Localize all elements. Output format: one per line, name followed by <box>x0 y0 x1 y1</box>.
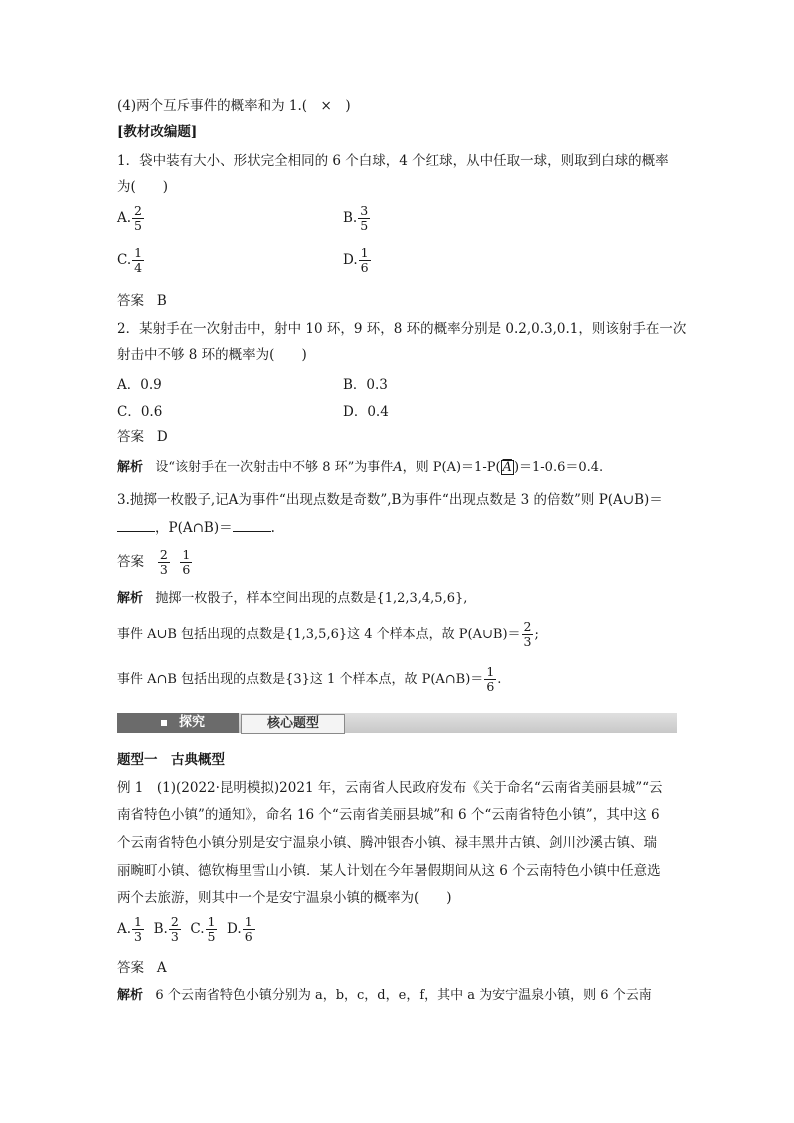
answer-blank <box>233 518 271 532</box>
analysis-text: )＝1-0.6＝0.4. <box>513 460 604 475</box>
numerator: 1 <box>182 547 191 562</box>
option-fraction <box>359 246 371 275</box>
q3-analysis-line1 <box>117 590 467 608</box>
answer-fraction <box>180 548 192 577</box>
numerator: 1 <box>207 914 216 929</box>
banner-tag-label: 探究 <box>179 715 206 730</box>
type1-heading: 题型一 古典概型 <box>117 752 225 768</box>
numerator: 2 <box>159 547 168 562</box>
q2-option-a <box>117 373 162 393</box>
q3-stem-line2 <box>117 518 275 537</box>
answer-label: 答案 <box>117 960 144 976</box>
q3-analysis-line2 <box>117 620 539 649</box>
analysis-text: ; <box>534 627 539 642</box>
option-fraction <box>358 204 370 233</box>
option-label: C. <box>190 921 205 937</box>
option-fraction <box>132 915 144 944</box>
event-variable: A <box>393 460 403 475</box>
denominator: 3 <box>170 929 179 944</box>
denominator: 6 <box>182 562 191 577</box>
judge-item-4: (4)两个互斥事件的概率和为 1.( × ) <box>117 98 351 114</box>
ex1-analysis <box>117 987 652 1005</box>
q2-stem-line1: 2．某射手在一次射击中，射中 10 环，9 环，8 环的概率分别是 0.2,0.3,0.1，则该射手在一次 <box>117 321 687 337</box>
numerator: 1 <box>244 914 253 929</box>
numerator: 2 <box>523 619 532 634</box>
q1-option-c <box>117 246 145 275</box>
analysis-label: 解析 <box>117 988 144 1003</box>
numerator: 2 <box>134 203 142 218</box>
option-value: 0.9 <box>140 377 162 393</box>
option-value: 0.6 <box>140 404 163 420</box>
analysis-label: 解析 <box>117 460 144 475</box>
option-fraction <box>206 915 218 944</box>
answer-label: 答案 <box>117 293 144 309</box>
analysis-text: . <box>497 672 502 687</box>
q3-stem-part: B为事件“出现点数是 3 的倍数”则 P(A∪B)＝ <box>391 492 663 508</box>
q2-stem-line2: 射击中不够 8 环的概率为( ) <box>117 347 307 363</box>
answer-label: 答案 <box>117 429 144 445</box>
denominator: 3 <box>159 562 168 577</box>
denominator: 5 <box>207 929 216 944</box>
option-label: C． <box>117 404 141 420</box>
numerator: 3 <box>360 203 369 218</box>
option-value: 0.4 <box>367 404 389 420</box>
numerator: 2 <box>170 914 179 929</box>
ex1-answer <box>117 959 167 977</box>
analysis-text: 事件 A∩B 包括出现的点数是{3}这 1 个样本点，故 P(A∩B)＝ <box>117 672 484 687</box>
numerator: 1 <box>360 245 369 260</box>
ex1-options <box>117 915 256 944</box>
banner-tag-core: 核心题型 <box>241 714 345 734</box>
answer-value: A <box>156 960 167 976</box>
option-label: A. <box>117 210 132 226</box>
option-label: A. <box>117 921 132 937</box>
option-fraction <box>169 915 181 944</box>
denominator: 3 <box>523 634 532 649</box>
option-label: A． <box>117 377 141 393</box>
q1-option-a <box>117 204 145 233</box>
banner-tag-explore <box>117 713 239 733</box>
result-fraction <box>484 665 496 694</box>
denominator: 5 <box>360 218 369 233</box>
analysis-text: ，则 P(A)＝1-P( <box>402 460 501 475</box>
denominator: 5 <box>134 218 142 233</box>
denominator: 3 <box>134 929 142 944</box>
q2-answer <box>117 428 168 446</box>
answer-fraction <box>158 548 170 577</box>
q3-stem-part: ，P(A∩B)＝ <box>155 520 233 536</box>
q2-analysis <box>117 459 603 477</box>
q1-stem-line2: 为( ) <box>117 179 169 195</box>
analysis-text: 抛掷一枚骰子，样本空间出现的点数是{1,2,3,4,5,6}, <box>155 591 468 606</box>
option-fraction <box>132 246 144 275</box>
q1-option-b <box>343 204 371 233</box>
q3-analysis-line3 <box>117 665 501 694</box>
q3-stem-part: 3.抛掷一枚骰子,记 <box>117 492 229 508</box>
section-banner <box>117 713 677 733</box>
q1-stem-line1: 1．袋中装有大小、形状完全相同的 6 个白球，4 个红球，从中任取一球，则取到白球的概率 <box>117 153 669 169</box>
ex1-line3: 个云南省特色小镇分别是安宁温泉小镇、腾冲银杏小镇、禄丰黑井古镇、剑川沙溪古镇、瑞 <box>117 835 657 851</box>
section-label: [教材改编题] <box>117 124 198 140</box>
q3-stem-part: . <box>270 520 275 536</box>
denominator: 4 <box>134 260 143 275</box>
option-fraction <box>132 204 144 233</box>
denominator: 6 <box>244 929 253 944</box>
analysis-text: 设“该射手在一次射击中不够 8 环”为事件 <box>155 460 394 475</box>
ex1-line5: 两个去旅游，则其中一个是安宁温泉小镇的概率为( ) <box>117 890 452 906</box>
analysis-text: 6 个云南省特色小镇分别为 a，b，c，d，e，f，其中 a 为安宁温泉小镇，则 6 个云南 <box>155 988 652 1003</box>
option-label: B． <box>343 377 367 393</box>
result-fraction <box>522 620 534 649</box>
option-label: B. <box>153 921 168 937</box>
q2-option-c <box>117 400 162 420</box>
ex1-line2: 南省特色小镇”的通知》，命名 16 个“云南省美丽县城”和 6 个“云南省特色小镇”，其中这 6 <box>117 807 660 823</box>
option-fraction <box>243 915 255 944</box>
numerator: 1 <box>134 914 142 929</box>
analysis-text: 事件 A∪B 包括出现的点数是{1,3,5,6}这 4 个样本点，故 P(A∪B)＝ <box>117 627 521 642</box>
q2-option-d <box>343 400 389 420</box>
numerator: 1 <box>486 664 495 679</box>
option-label: D. <box>227 921 242 937</box>
q3-stem-part: A为事件“出现点数是奇数”, <box>228 492 392 508</box>
option-value: 0.3 <box>366 377 388 393</box>
answer-label: 答案 <box>117 554 144 570</box>
answer-value: D <box>156 429 168 445</box>
q3-answer <box>117 548 193 577</box>
denominator: 6 <box>360 260 369 275</box>
ex1-line4: 丽畹町小镇、德钦梅里雪山小镇．某人计划在今年暑假期间从这 6 个云南特色小镇中任意选 <box>117 863 661 879</box>
q2-option-b <box>343 373 388 393</box>
answer-blank <box>117 518 155 532</box>
answer-value: B <box>156 293 167 309</box>
denominator: 6 <box>486 679 495 694</box>
q1-option-d <box>343 246 372 275</box>
numerator: 1 <box>134 245 143 260</box>
analysis-label: 解析 <box>117 591 144 606</box>
complement-symbol: $\overline{A}$ <box>502 460 512 475</box>
option-label: B. <box>343 210 358 226</box>
option-label: D． <box>343 404 368 420</box>
q3-stem-line1 <box>117 491 663 509</box>
ex1-line1: 例 1 (1)(2022·昆明模拟)2021 年，云南省人民政府发布《关于命名“云南省美丽县城”“云 <box>117 780 663 796</box>
q1-answer <box>117 292 167 310</box>
square-bullet-icon <box>161 720 167 726</box>
option-label: D. <box>343 252 358 268</box>
option-label: C. <box>117 252 132 268</box>
